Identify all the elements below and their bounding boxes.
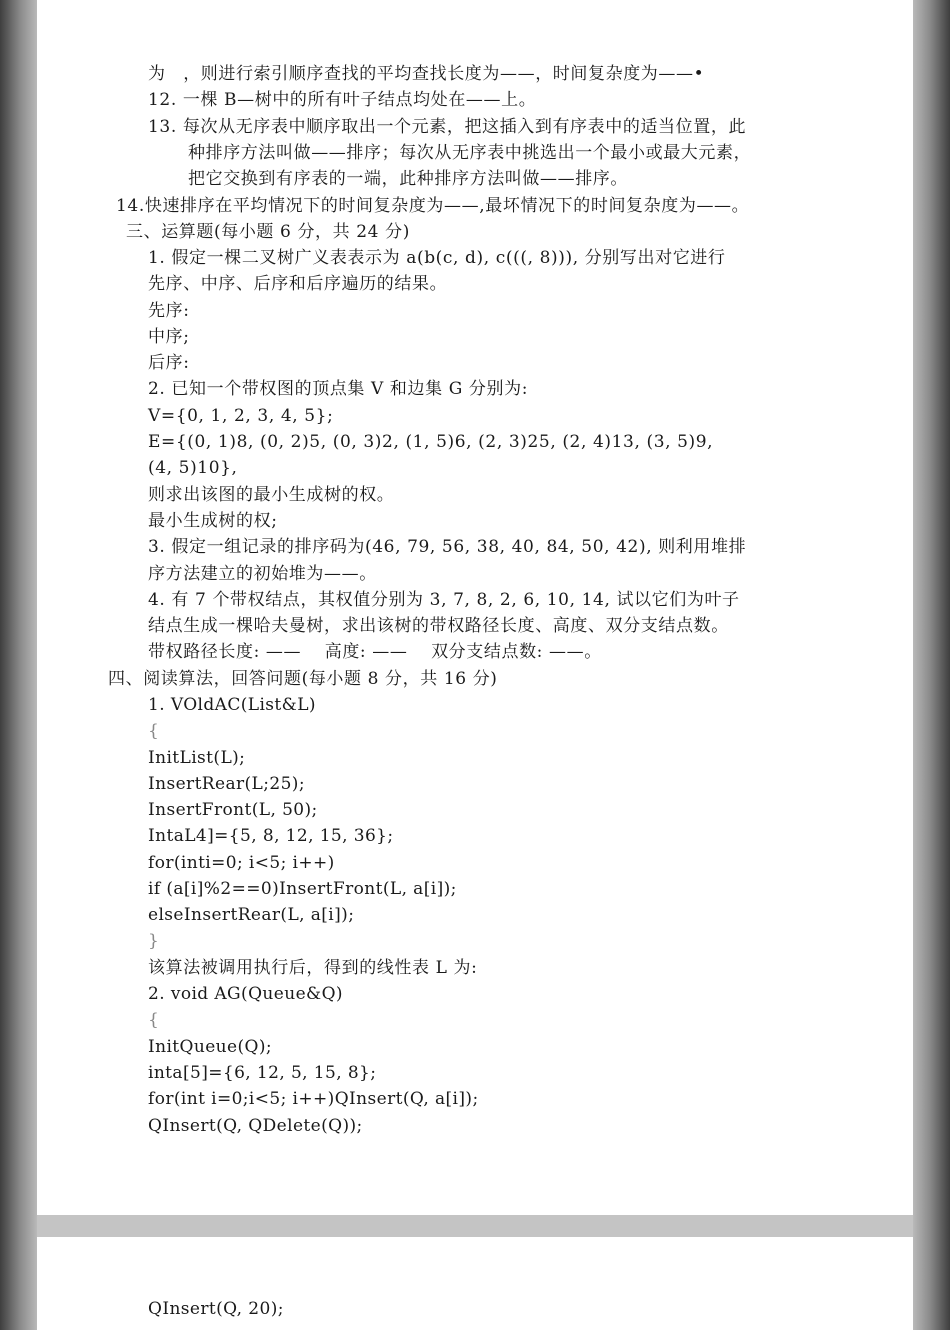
code-open-brace: { xyxy=(148,1010,160,1030)
question-14: 14.快速排序在平均情况下的时间复杂度为——,最坏情况下的时间复杂度为——。 xyxy=(116,196,750,216)
code-line: elseInsertRear(L, a[i]); xyxy=(148,905,355,925)
code-line: for(inti=0; i<5; i++) xyxy=(148,853,335,873)
answer-inorder: 中序; xyxy=(148,327,190,347)
code-open-brace: { xyxy=(148,721,160,741)
huffman-answers: 带权路径长度: —— 高度: —— 双分支结点数: ——。 xyxy=(148,642,602,662)
mst-question: 则求出该图的最小生成树的权。 xyxy=(148,485,395,505)
edge-set: E={(0, 1)8, (0, 2)5, (0, 3)2, (1, 5)6, (2, 3)25, (2, 4)13, (3, 5)9, xyxy=(148,432,714,452)
code-line: InitQueue(Q); xyxy=(148,1037,273,1057)
question-13-cont-1: 种排序方法叫做——排序；每次从无序表中挑选出一个最小或最大元素， xyxy=(188,143,752,163)
calc-question-3: 3. 假定一组记录的排序码为(46, 79, 56, 38, 40, 84, 50, 42), 则利用堆排 xyxy=(148,537,747,557)
algo-1-question: 该算法被调用执行后，得到的线性表 L 为: xyxy=(148,958,478,978)
edge-set-cont: (4, 5)10}, xyxy=(148,458,238,478)
vertex-set: V={0, 1, 2, 3, 4, 5}; xyxy=(148,406,334,426)
question-13: 13. 每次从无序表中顺序取出一个元素，把这插入到有序表中的适当位置，此 xyxy=(148,117,747,137)
calc-question-1-cont: 先序、中序、后序和后序遍历的结果。 xyxy=(148,274,448,294)
calc-question-3-cont: 序方法建立的初始堆为——。 xyxy=(148,564,377,584)
code-line: if (a[i]%2==0)InsertFront(L, a[i]); xyxy=(148,879,457,899)
section-3-heading: 三、运算题(每小题 6 分，共 24 分) xyxy=(126,222,410,242)
code-line: InitList(L); xyxy=(148,748,246,768)
calc-question-4-cont: 结点生成一棵哈夫曼树，求出该树的带权路径长度、高度、双分支结点数。 xyxy=(148,616,729,636)
question-12: 12. 一棵 B—树中的所有叶子结点均处在——上。 xyxy=(148,90,537,110)
section-4-heading: 四、阅读算法，回答问题(每小题 8 分，共 16 分) xyxy=(108,669,498,689)
question-13-cont-2: 把它交换到有序表的一端，此种排序方法叫做——排序。 xyxy=(188,169,628,189)
code-line: QInsert(Q, 20); xyxy=(148,1299,284,1319)
code-close-brace: } xyxy=(148,931,160,951)
code-line: QInsert(Q, QDelete(Q)); xyxy=(148,1116,363,1136)
mst-answer: 最小生成树的权; xyxy=(148,511,278,531)
document-page-2 xyxy=(37,1237,913,1330)
calc-question-1: 1. 假定一棵二叉树广义表表示为 a(b(c, d), c(((, 8))), 分别写出对它进行 xyxy=(148,248,726,268)
algo-1-signature: 1. VOldAC(List&L) xyxy=(148,695,316,715)
calc-question-2: 2. 已知一个带权图的顶点集 V 和边集 G 分别为: xyxy=(148,379,529,399)
code-line: IntaL4]={5, 8, 12, 15, 36}; xyxy=(148,826,394,846)
code-line: inta[5]={6, 12, 5, 15, 8}; xyxy=(148,1063,377,1083)
document-page-1 xyxy=(37,0,913,1215)
code-line: for(int i=0;i<5; i++)QInsert(Q, a[i]); xyxy=(148,1089,479,1109)
code-line: InsertFront(L, 50); xyxy=(148,800,318,820)
answer-preorder: 先序: xyxy=(148,301,190,321)
answer-postorder: 后序: xyxy=(148,353,190,373)
text-line-1: 为 ，则进行索引顺序查找的平均查找长度为——，时间复杂度为——• xyxy=(148,64,705,84)
code-line: InsertRear(L;25); xyxy=(148,774,305,794)
calc-question-4: 4. 有 7 个带权结点，其权值分别为 3, 7, 8, 2, 6, 10, 14, 试以它们为叶子 xyxy=(148,590,740,610)
algo-2-signature: 2. void AG(Queue&Q) xyxy=(148,984,343,1004)
